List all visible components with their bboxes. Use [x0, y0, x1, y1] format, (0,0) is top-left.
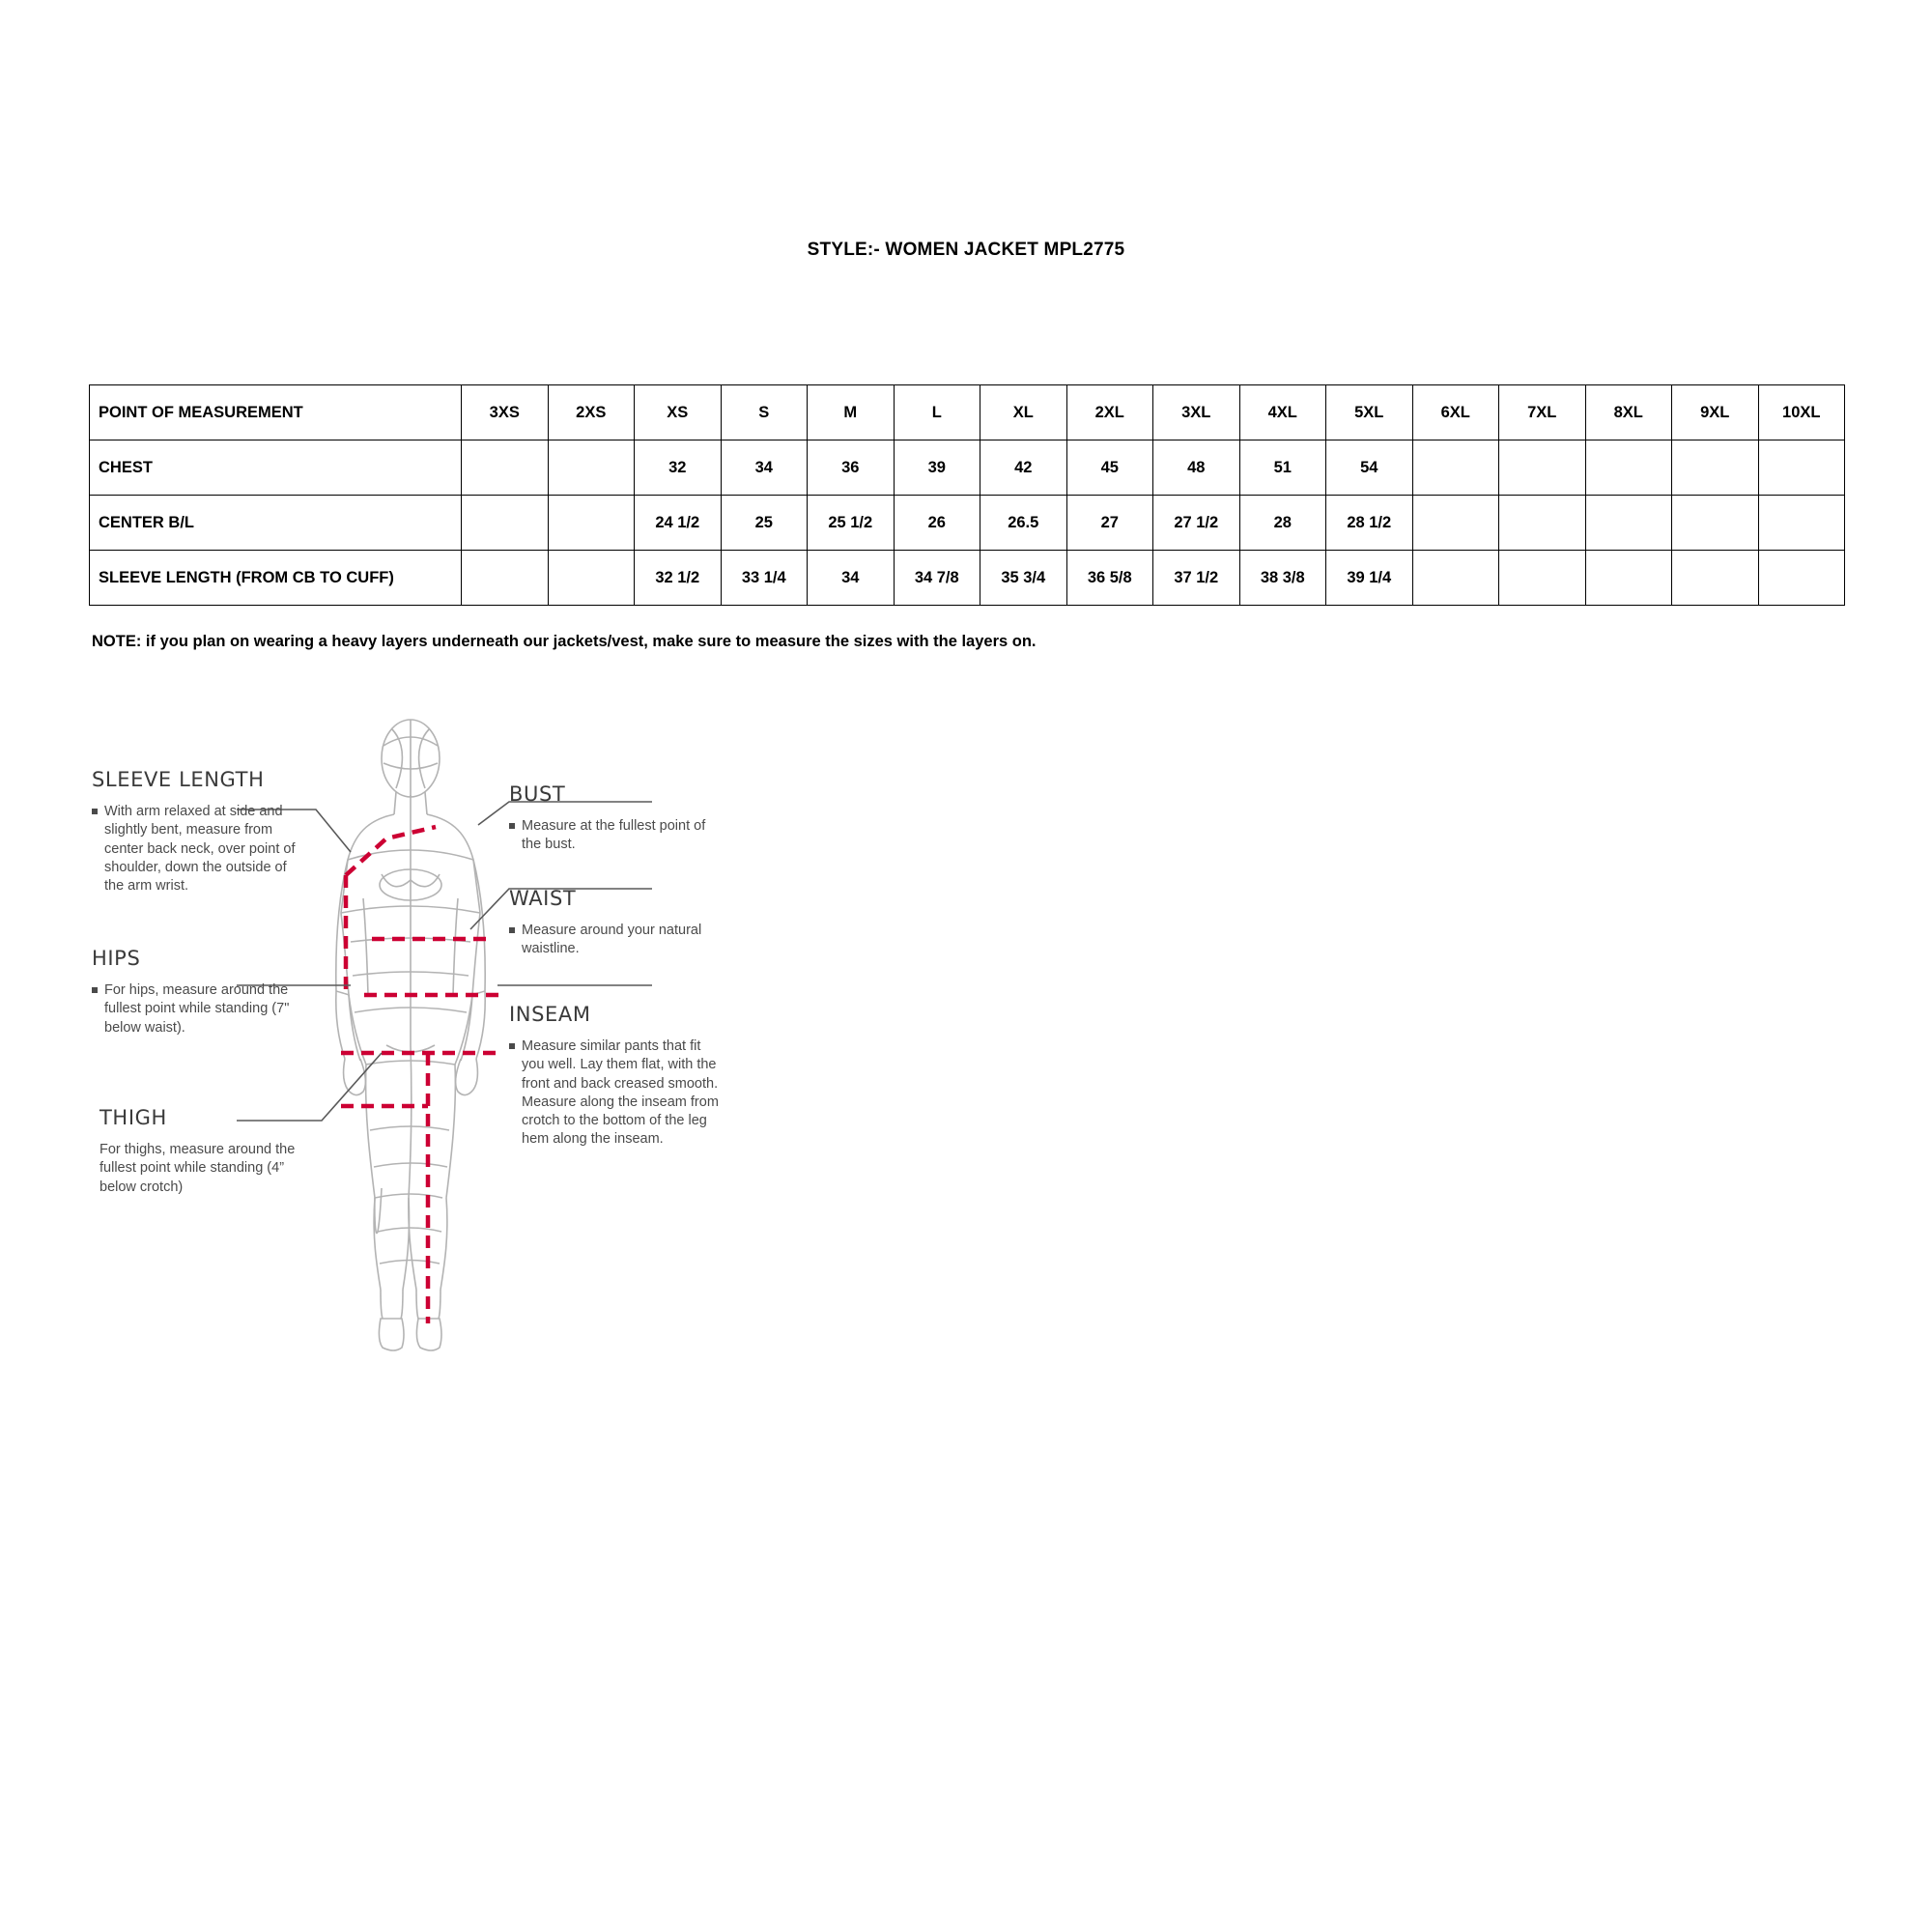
column-header-size: 10XL [1758, 385, 1845, 440]
callout-body-thigh: For thighs, measure around the fullest point while standing (4” below crotch) [99, 1142, 296, 1195]
table-cell [1412, 496, 1499, 551]
table-row [90, 551, 1845, 606]
table-cell: 25 1/2 [808, 496, 895, 551]
table-cell [462, 440, 549, 496]
table-cell: 45 [1066, 440, 1153, 496]
table-cell: 26 [894, 496, 980, 551]
table-cell [1412, 551, 1499, 606]
body-outline-icon [336, 720, 485, 1350]
column-header-size: 2XL [1066, 385, 1153, 440]
table-row [90, 496, 1845, 551]
size-chart-table [89, 384, 1845, 606]
column-header-size: 8XL [1585, 385, 1672, 440]
callout-hips [92, 947, 307, 1037]
table-cell: 36 [808, 440, 895, 496]
table-cell: 51 [1239, 440, 1326, 496]
table-cell [1758, 551, 1845, 606]
table-cell: 26.5 [980, 496, 1067, 551]
bullet-icon [92, 987, 98, 993]
column-header-size: XL [980, 385, 1067, 440]
bullet-icon [509, 927, 515, 933]
table-cell: 35 3/4 [980, 551, 1067, 606]
table-cell: 48 [1153, 440, 1240, 496]
table-cell [1758, 496, 1845, 551]
row-label-chest: CHEST [90, 440, 462, 496]
column-header-size: L [894, 385, 980, 440]
table-cell: 54 [1326, 440, 1413, 496]
row-label-sleeve-length: SLEEVE LENGTH (FROM CB TO CUFF) [90, 551, 462, 606]
table-cell: 39 [894, 440, 980, 496]
table-cell: 25 [721, 496, 808, 551]
column-header-point-of-measurement: POINT OF MEASUREMENT [90, 385, 462, 440]
column-header-size: XS [635, 385, 722, 440]
callout-title-sleeve-length: SLEEVE LENGTH [92, 768, 265, 791]
table-cell [1585, 440, 1672, 496]
column-header-size: 2XS [548, 385, 635, 440]
table-cell: 34 [808, 551, 895, 606]
table-row [90, 440, 1845, 496]
table-cell: 28 [1239, 496, 1326, 551]
table-cell: 32 1/2 [635, 551, 722, 606]
table-cell: 33 1/4 [721, 551, 808, 606]
table-cell [1758, 440, 1845, 496]
table-cell [1412, 440, 1499, 496]
table-cell: 39 1/4 [1326, 551, 1413, 606]
table-cell: 32 [635, 440, 722, 496]
bullet-icon [92, 809, 98, 814]
callout-body-bust: Measure at the fullest point of the bust. [522, 818, 706, 853]
measurement-note: NOTE: if you plan on wearing a heavy layers underneath our jackets/vest, make sure to measure the sizes with the layers on. [92, 633, 1037, 650]
callout-sleeve-length [92, 768, 307, 895]
table-cell: 27 [1066, 496, 1153, 551]
table-cell: 34 7/8 [894, 551, 980, 606]
column-header-size: 4XL [1239, 385, 1326, 440]
bullet-icon [509, 823, 515, 829]
table-cell: 42 [980, 440, 1067, 496]
column-header-size: 5XL [1326, 385, 1413, 440]
callout-body-waist: Measure around your natural waistline. [522, 923, 702, 957]
column-header-size: 7XL [1499, 385, 1586, 440]
callout-title-bust: BUST [509, 782, 566, 806]
callout-title-hips: HIPS [92, 947, 141, 970]
table-cell: 37 1/2 [1153, 551, 1240, 606]
table-cell [1585, 551, 1672, 606]
table-cell [1585, 496, 1672, 551]
table-cell: 28 1/2 [1326, 496, 1413, 551]
column-header-size: 6XL [1412, 385, 1499, 440]
callout-body-hips: For hips, measure around the fullest point while standing (7" below waist). [104, 982, 290, 1036]
callout-title-waist: WAIST [509, 887, 577, 910]
table-cell [548, 551, 635, 606]
table-header-row [90, 385, 1845, 440]
column-header-size: S [721, 385, 808, 440]
callout-title-inseam: INSEAM [509, 1003, 591, 1026]
table-cell: 27 1/2 [1153, 496, 1240, 551]
table-cell: 36 5/8 [1066, 551, 1153, 606]
table-cell: 24 1/2 [635, 496, 722, 551]
table-cell [1499, 551, 1586, 606]
callout-thigh [92, 1106, 307, 1197]
table-cell [1672, 496, 1759, 551]
table-cell [1499, 496, 1586, 551]
table-cell [1672, 440, 1759, 496]
table-cell [462, 496, 549, 551]
table-cell [462, 551, 549, 606]
column-header-size: 3XS [462, 385, 549, 440]
table-cell [1672, 551, 1759, 606]
measurement-diagram [92, 705, 942, 1381]
row-label-center-bl: CENTER B/L [90, 496, 462, 551]
callout-bust [509, 782, 724, 855]
bullet-icon [509, 1043, 515, 1049]
table-cell [548, 496, 635, 551]
column-header-size: 3XL [1153, 385, 1240, 440]
table-cell: 34 [721, 440, 808, 496]
callout-waist [509, 887, 724, 959]
table-cell [1499, 440, 1586, 496]
callout-title-thigh: THIGH [99, 1106, 167, 1129]
callout-inseam [509, 1003, 724, 1150]
column-header-size: M [808, 385, 895, 440]
page-title: STYLE:- WOMEN JACKET MPL2775 [807, 240, 1125, 260]
column-header-size: 9XL [1672, 385, 1759, 440]
callout-body-inseam: Measure similar pants that fit you well. Lay them flat, with the front and back creased smooth. Measure along the inseam from crotch to the bottom of the leg hem along the inseam. [522, 1038, 719, 1148]
table-cell: 38 3/8 [1239, 551, 1326, 606]
table-cell [548, 440, 635, 496]
callout-body-sleeve-length: With arm relaxed at side and slightly bent, measure from center back neck, over point of shoulder, down the outside of the arm wrist. [104, 804, 296, 895]
